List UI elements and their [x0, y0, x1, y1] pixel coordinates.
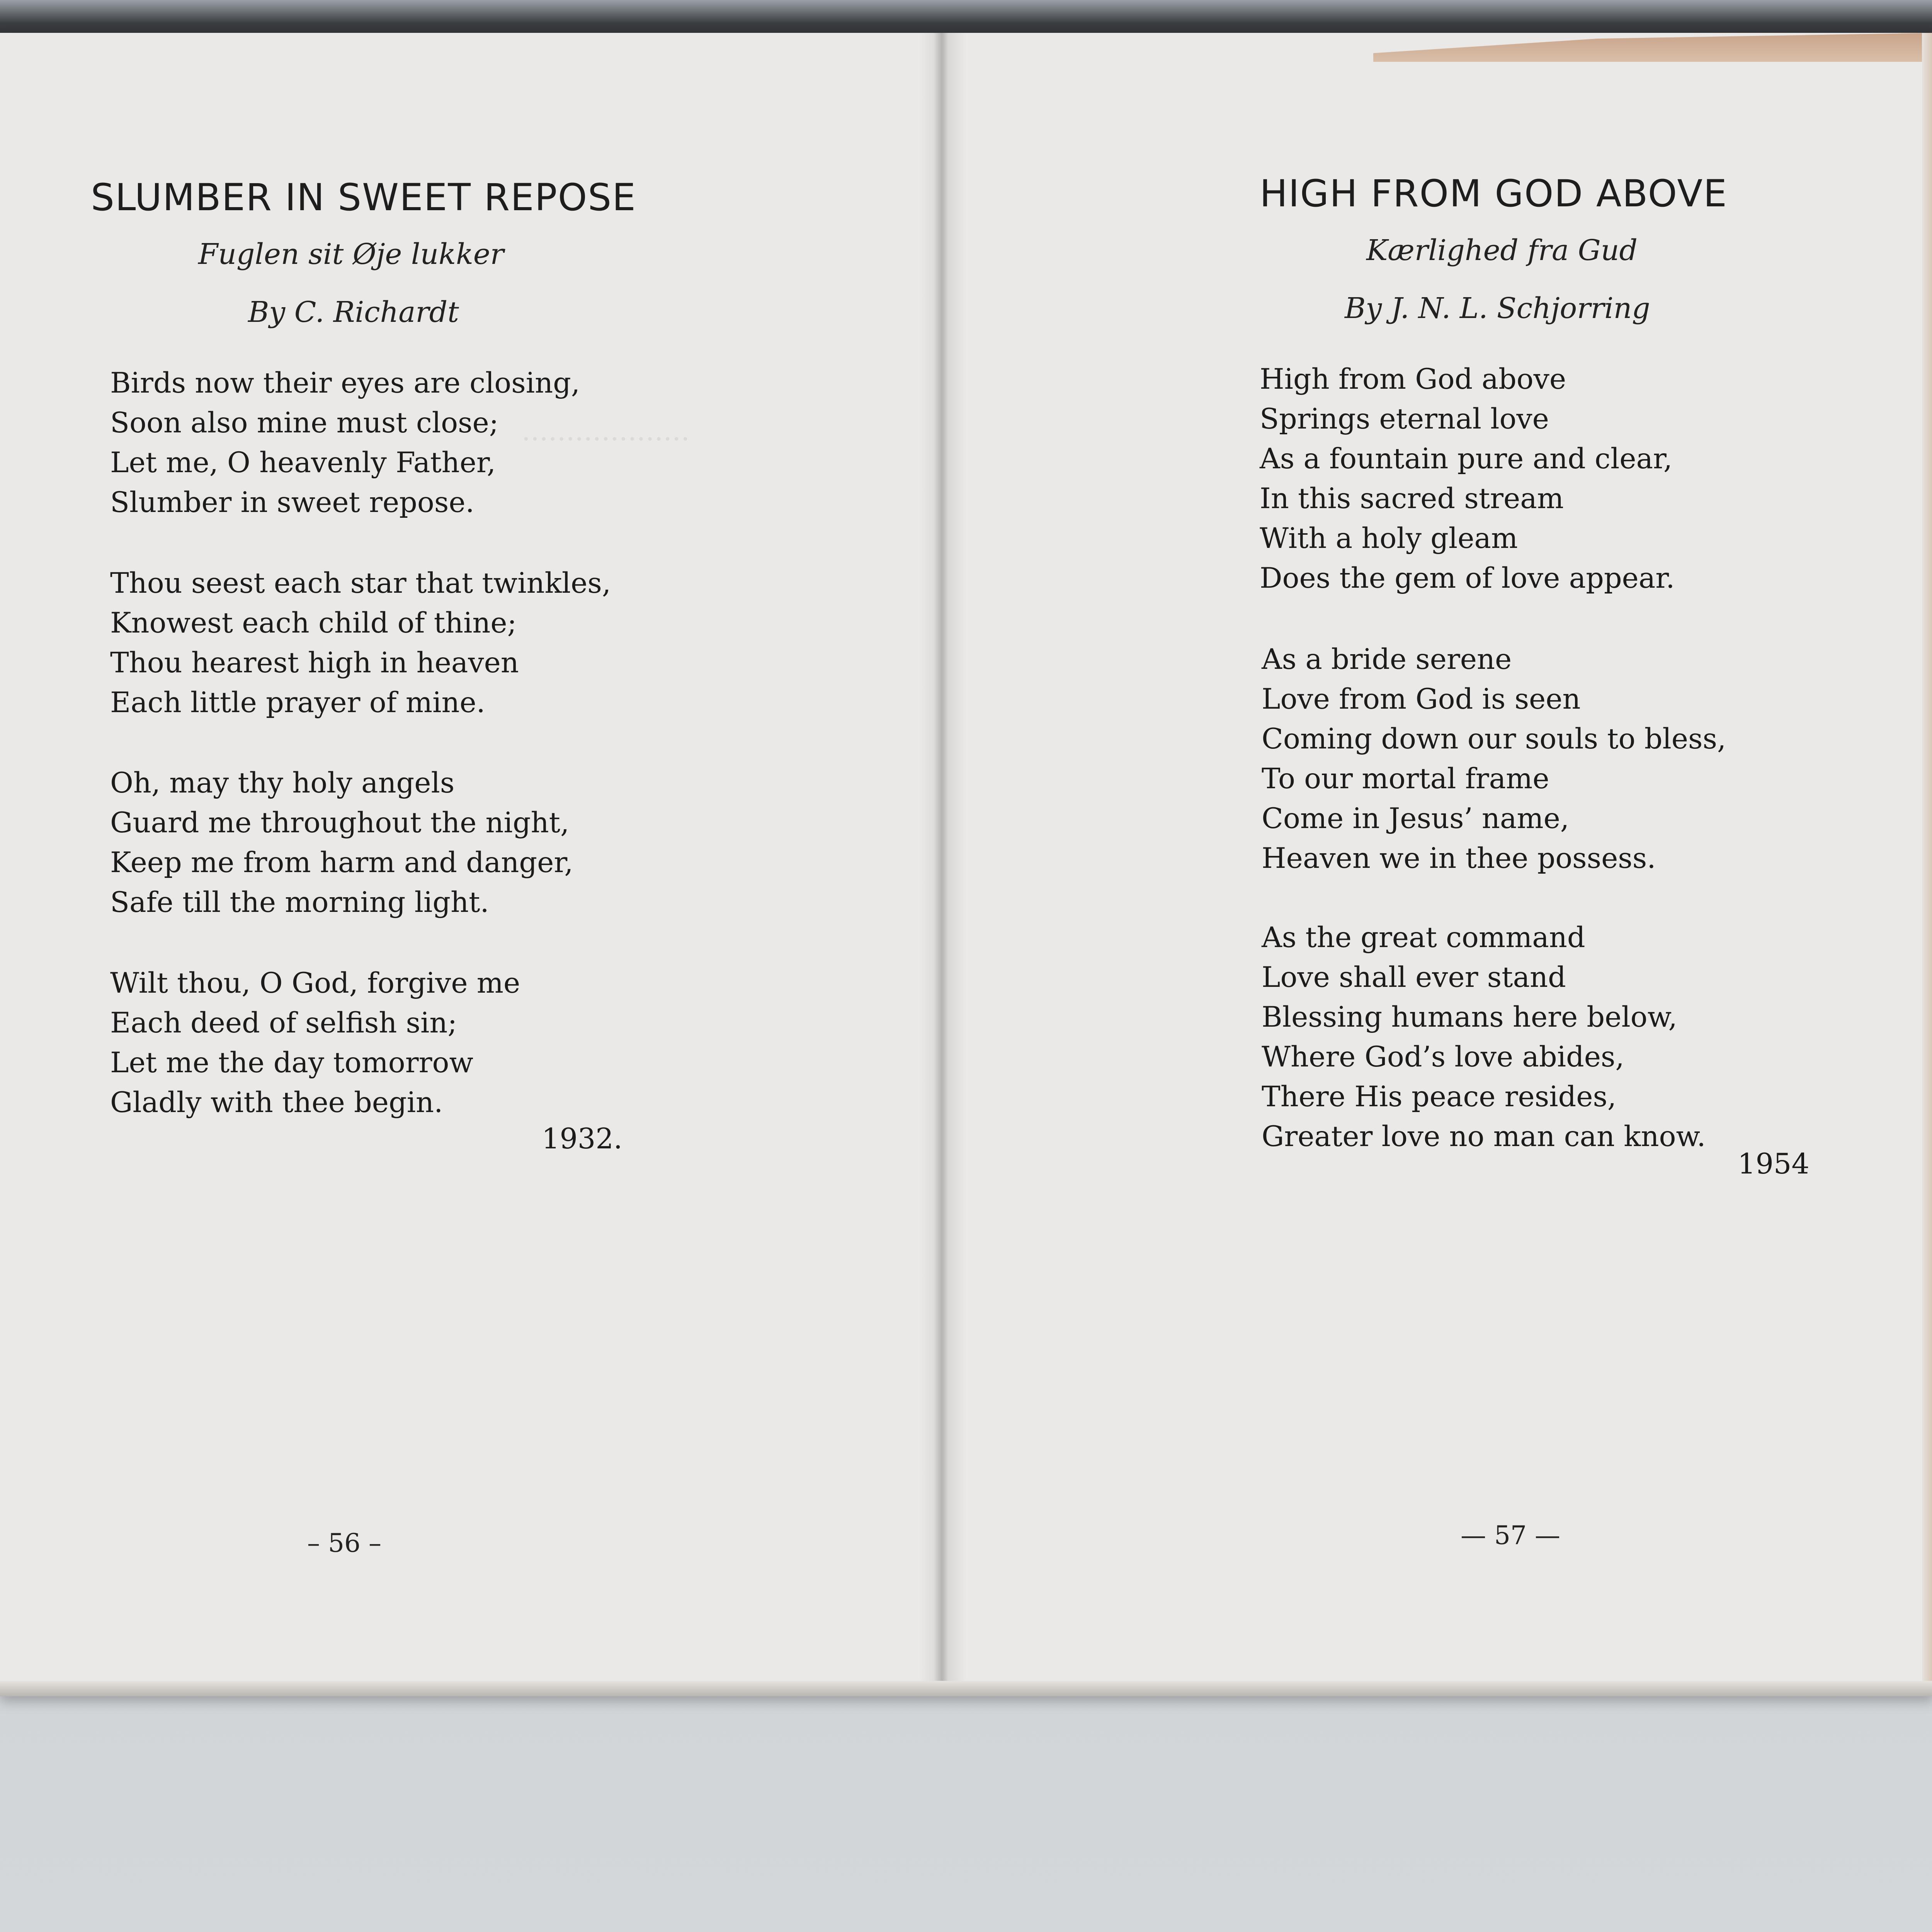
poem-line: Let me the day tomorrow [110, 1046, 473, 1079]
stanza-3 [110, 763, 573, 922]
stanza-2 [110, 563, 611, 723]
poem-line: As the great command [1262, 921, 1585, 954]
poem-line: In this sacred stream [1260, 482, 1564, 515]
poem-line: Each little prayer of mine. [110, 686, 485, 719]
poem-line: Springs eternal love [1260, 403, 1549, 435]
poem-line: Knowest each child of thine; [110, 607, 517, 639]
book-spread [0, 33, 1932, 1694]
poem-author: By C. Richardt [248, 296, 459, 329]
poem-line: Thou seest each star that twinkles, [110, 567, 611, 600]
poem-line: As a fountain pure and clear, [1260, 442, 1673, 475]
poem-author: By J. N. L. Schjorring [1345, 292, 1650, 325]
poem-title: SLUMBER IN SWEET REPOSE [91, 176, 636, 219]
poem-line: Safe till the morning light. [110, 886, 489, 919]
poem-line: Soon also mine must close; [110, 406, 499, 439]
poem-subtitle: Fuglen sit Øje lukker [198, 238, 504, 271]
poem-line: Blessing humans here below, [1262, 1001, 1677, 1034]
poem-line: Coming down our souls to bless, [1262, 723, 1726, 755]
poem-line: Oh, may thy holy angels [110, 767, 455, 799]
poem-subtitle: Kærlighed fra Gud [1366, 234, 1638, 267]
poem-line: Wilt thou, O God, forgive me [110, 967, 520, 1000]
poem-line: Heaven we in thee possess. [1262, 842, 1656, 875]
poem-line: Each deed of selfish sin; [110, 1007, 457, 1039]
poem-line: To our mortal frame [1262, 762, 1549, 795]
stanza-1 [1260, 359, 1675, 598]
poem-line: Where God’s love abides, [1262, 1041, 1624, 1073]
right-page [954, 33, 1932, 1694]
stanza-2 [1262, 639, 1726, 878]
poem-line: With a holy gleam [1260, 522, 1518, 555]
page-number: — 57 — [1461, 1520, 1560, 1550]
poem-year: 1954 [1738, 1148, 1810, 1180]
poem-line: Love shall ever stand [1262, 961, 1566, 994]
poem-line: Let me, O heavenly Father, [110, 446, 496, 479]
left-page [0, 33, 935, 1694]
book-bottom-edge [0, 1681, 1932, 1696]
poem-line: Slumber in sweet repose. [110, 486, 474, 519]
poem-line: Does the gem of love appear. [1260, 562, 1675, 595]
poem-line: Guard me throughout the night, [110, 806, 570, 839]
poem-line: Gladly with thee begin. [110, 1086, 443, 1119]
poem-line: Thou hearest high in heaven [110, 646, 519, 679]
poem-line: As a bride serene [1262, 643, 1512, 676]
poem-line: Love from God is seen [1262, 683, 1581, 716]
stanza-3 [1262, 918, 1706, 1156]
poem-line: High from God above [1260, 363, 1566, 396]
poem-line: Keep me from harm and danger, [110, 846, 573, 879]
poem-line: There His peace resides, [1262, 1080, 1617, 1113]
poem-line: Greater love no man can know. [1262, 1120, 1706, 1153]
bleed-through-text: ··················· [522, 423, 690, 455]
page-number: – 56 – [307, 1528, 381, 1558]
poem-line: Come in Jesus’ name, [1262, 802, 1569, 835]
poem-title: HIGH FROM GOD ABOVE [1260, 172, 1728, 215]
stanza-1 [110, 363, 580, 522]
poem-year: 1932. [542, 1122, 622, 1155]
poem-line: Birds now their eyes are closing, [110, 367, 580, 400]
stanza-4 [110, 963, 520, 1122]
